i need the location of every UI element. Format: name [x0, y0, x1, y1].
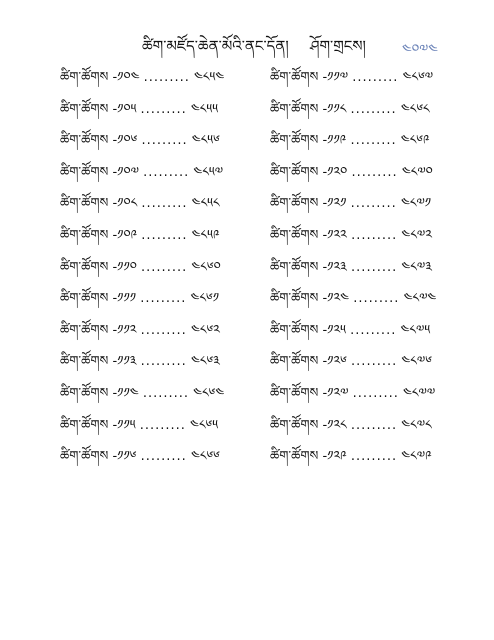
entry-page-number: ༤༨༥༧ — [193, 164, 224, 180]
toc-entry — [270, 415, 436, 447]
entry-leader: ......... — [140, 449, 187, 465]
toc-entry — [60, 99, 224, 131]
entry-page-number: ༤༨༧༩ — [401, 449, 432, 465]
toc-entry — [60, 288, 224, 320]
toc-entry — [270, 288, 436, 320]
entry-leader: ......... — [141, 133, 188, 149]
toc-column-left — [60, 67, 224, 478]
entry-leader: ......... — [350, 417, 398, 433]
entry-code: -༡༡༦ — [112, 449, 137, 465]
toc-entry — [270, 193, 436, 225]
entry-page-number: ༤༨༧༣ — [401, 259, 432, 275]
entry-code: -༡༡༥ — [112, 417, 136, 433]
entry-page-number: ༤༨༦༠ — [191, 259, 221, 275]
entry-label: ཚིག་ཚོགས — [60, 196, 109, 212]
entry-code: -༡༡༢ — [112, 322, 137, 338]
entry-code: -༡༢༨ — [322, 417, 347, 433]
toc-entry — [60, 130, 224, 162]
entry-page-number: ༤༨༥༨ — [191, 196, 220, 212]
entry-label: ཚིག་ཚོགས — [270, 449, 319, 465]
entry-label: ཚིག་ཚོགས — [270, 259, 319, 275]
toc-entry — [60, 257, 224, 289]
entry-code: -༡༢༥ — [322, 322, 346, 338]
entry-label: ཚིག་ཚོགས — [60, 291, 109, 307]
entry-leader: ......... — [351, 164, 398, 180]
entry-code: -༡༡༤ — [112, 385, 139, 401]
entry-code: -༡༡༡ — [112, 291, 137, 307]
toc-entry — [270, 446, 436, 478]
entry-label: ཚིག་ཚོགས — [270, 385, 319, 401]
header-page-column-title: ཤོག་གྲངས། — [310, 37, 366, 55]
entry-leader: ......... — [350, 101, 397, 117]
entry-leader: ......... — [353, 291, 400, 307]
entry-label: ཚིག་ཚོགས — [60, 449, 109, 465]
entry-code: -༡༠༥ — [112, 101, 137, 117]
toc-entry — [270, 162, 436, 194]
entry-page-number: ༤༨༦༩ — [400, 133, 430, 149]
entry-leader: ......... — [143, 70, 190, 85]
entry-leader: ......... — [350, 322, 397, 338]
entry-label: ཚིག་ཚོགས — [270, 133, 319, 149]
entry-code: -༡༢༡ — [322, 196, 347, 212]
entry-label: ཚིག་ཚོགས — [60, 417, 109, 433]
entry-leader: ......... — [139, 417, 186, 433]
entry-label: ཚིག་ཚོགས — [270, 70, 319, 85]
entry-leader: ......... — [141, 227, 188, 243]
toc-entry — [270, 383, 436, 415]
entry-leader: ......... — [351, 259, 398, 275]
entry-leader: ......... — [140, 101, 187, 117]
entry-code: -༡༠༦ — [112, 133, 138, 149]
toc-entry — [270, 130, 436, 162]
entry-leader: ......... — [351, 354, 398, 370]
entry-code: -༡༠༤ — [112, 70, 140, 85]
entry-code: -༡༢༠ — [322, 164, 348, 180]
entry-code: -༡༠༩ — [112, 227, 138, 243]
entry-code: -༡༢༩ — [322, 449, 347, 465]
entry-leader: ......... — [140, 322, 187, 338]
entry-leader: ......... — [141, 196, 188, 212]
entry-code: -༡༢༧ — [322, 385, 349, 401]
entry-label: ཚིག་ཚོགས — [60, 322, 109, 338]
entry-code: -༡༢༣ — [322, 259, 347, 275]
entry-label: ཚིག་ཚོགས — [60, 133, 109, 149]
entry-leader: ......... — [351, 227, 398, 243]
entry-page-number: ༤༨༦༣ — [190, 354, 220, 370]
entry-leader: ......... — [352, 70, 399, 85]
entry-page-number: ༤༨༥༤ — [194, 70, 225, 85]
entry-leader: ......... — [352, 385, 399, 401]
entry-code: -༡༢༦ — [322, 354, 347, 370]
entry-page-number: ༤༨༦༦ — [190, 449, 220, 465]
toc-entry — [270, 257, 436, 289]
toc-entry — [270, 225, 436, 257]
toc-entry — [270, 351, 436, 383]
entry-page-number: ༤༨༦༡ — [190, 291, 220, 307]
entry-page-number: ༤༨༦༤ — [193, 385, 225, 401]
entry-code: -༡༡༠ — [112, 259, 137, 275]
entry-leader: ......... — [140, 354, 187, 370]
entry-code: -༡༡༧ — [322, 70, 349, 85]
entry-label: ཚིག་ཚོགས — [270, 291, 319, 307]
toc-entry — [60, 383, 224, 415]
toc-entry — [270, 320, 436, 352]
toc-column-right — [270, 67, 436, 478]
entry-label: ཚིག་ཚོགས — [60, 101, 109, 117]
entry-code: -༡༠༧ — [112, 164, 139, 180]
entry-page-number: ༤༨༥༥ — [190, 101, 219, 117]
toc-entry — [60, 320, 224, 352]
entry-label: ཚིག་ཚོགས — [270, 164, 319, 180]
entry-label: ཚིག་ཚོགས — [270, 196, 319, 212]
entry-page-number: ༤༨༧༤ — [403, 291, 437, 307]
entry-page-number: ༤༨༧༥ — [400, 322, 431, 338]
header-title: ཚིག་མཛོད་ཆེན་མོའི་ནང་དོན། — [142, 37, 289, 55]
entry-page-number: ༤༨༧༦ — [401, 354, 432, 370]
entry-page-number: ༤༨༧༡ — [400, 196, 432, 212]
entry-code: -༡༡༩ — [322, 133, 347, 149]
entry-page-number: ༤༨༧༧ — [403, 385, 436, 401]
entry-page-number: ༤༨༧༠ — [401, 164, 433, 180]
toc-entry — [60, 351, 224, 383]
entry-label: ཚིག་ཚོགས — [60, 70, 109, 85]
entry-page-number: ༤༨༦༥ — [190, 417, 219, 433]
entry-page-number: ༤༨༧༨ — [401, 417, 432, 433]
toc-entry — [60, 446, 224, 478]
entry-leader: ......... — [142, 385, 190, 401]
page-number: ༤༠༧༤ — [402, 42, 438, 58]
entry-page-number: ༤༨༦༧ — [402, 70, 434, 85]
entry-label: ཚིག་ཚོགས — [270, 227, 319, 243]
entry-page-number: ༤༨༦༢ — [190, 322, 220, 338]
entry-code: -༡༠༨ — [112, 196, 138, 212]
entry-code: -༡༢༤ — [322, 291, 350, 307]
entry-label: ཚིག་ཚོགས — [270, 417, 319, 433]
toc-entry — [270, 67, 436, 99]
entry-leader: ......... — [143, 164, 190, 180]
entry-page-number: ༤༨༥༦ — [191, 133, 220, 149]
entry-label: ཚིག་ཚོགས — [270, 101, 319, 117]
entry-leader: ......... — [350, 449, 398, 465]
toc-entry — [60, 193, 224, 225]
entry-page-number: ༤༨༥༩ — [191, 227, 220, 243]
entry-leader: ......... — [350, 133, 397, 149]
entry-label: ཚིག་ཚོགས — [60, 227, 109, 243]
entry-code: -༡༡༨ — [322, 101, 347, 117]
entry-label: ཚིག་ཚོགས — [60, 385, 109, 401]
entry-label: ཚིག་ཚོགས — [60, 354, 109, 370]
toc-entry — [60, 67, 224, 99]
toc-entry — [60, 225, 224, 257]
entry-label: ཚིག་ཚོགས — [60, 259, 109, 275]
entry-label: ཚིག་ཚོགས — [60, 164, 109, 180]
entry-label: ཚིག་ཚོགས — [270, 354, 319, 370]
entry-leader: ......... — [350, 196, 397, 212]
entry-page-number: ༤༨༦༨ — [400, 101, 430, 117]
entry-label: ཚིག་ཚོགས — [270, 322, 319, 338]
entry-leader: ......... — [141, 259, 188, 275]
toc-entry — [60, 415, 224, 447]
toc-entry — [60, 162, 224, 194]
toc-entry — [270, 99, 436, 131]
entry-code: -༡༡༣ — [112, 354, 137, 370]
entry-page-number: ༤༨༧༢ — [401, 227, 432, 243]
entry-code: -༡༢༢ — [322, 227, 347, 243]
entry-leader: ......... — [140, 291, 187, 307]
